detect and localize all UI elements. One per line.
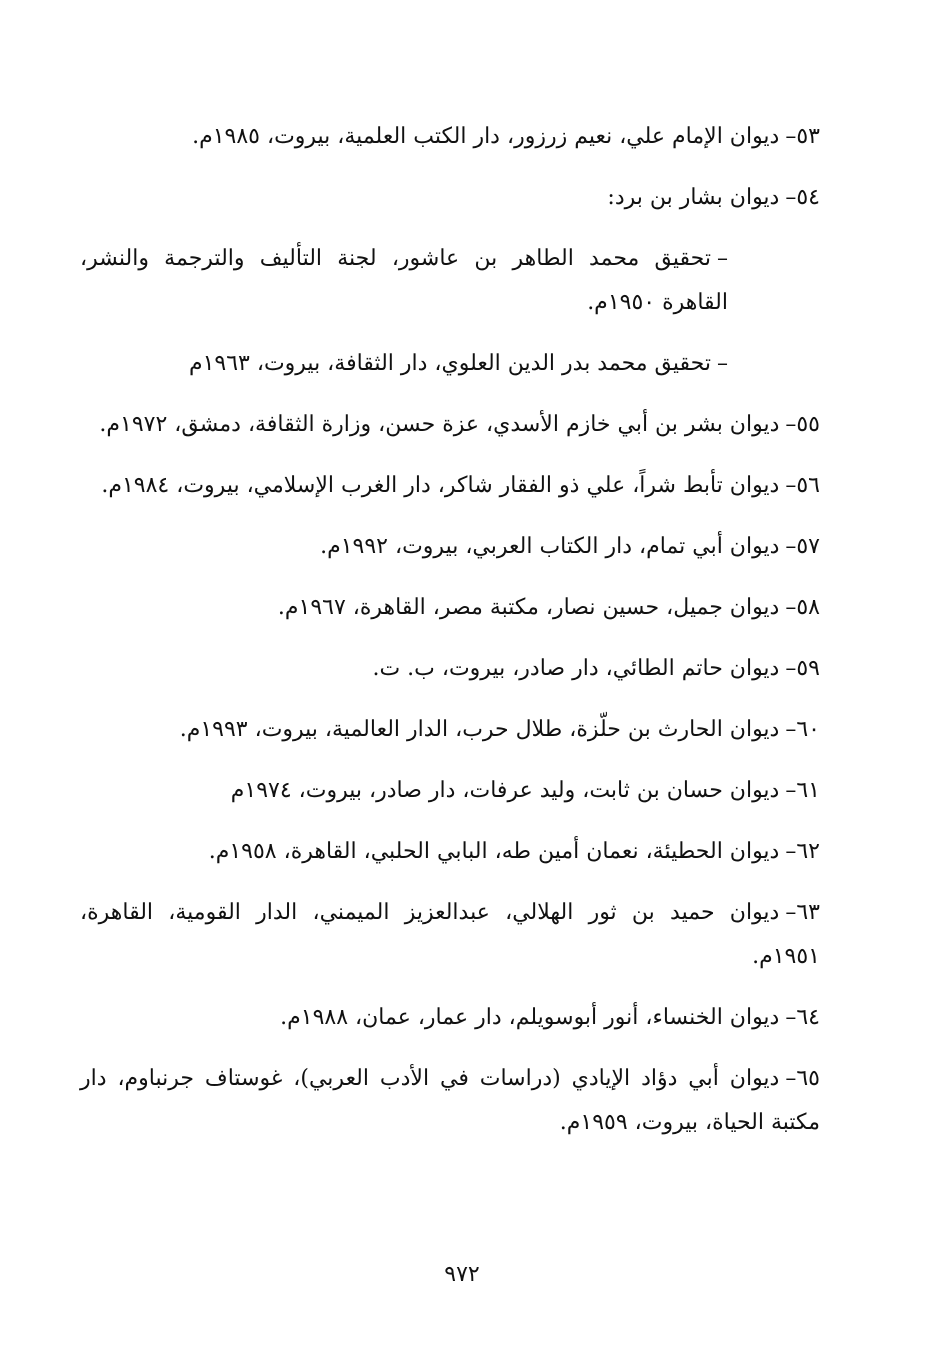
entry-number: ٥٨– [785, 595, 820, 620]
entry-number: ٥٧– [785, 534, 820, 559]
entry-text: ديوان الإمام علي، نعيم زرزور، دار الكتب العلمية، بيروت، ١٩٨٥م. [192, 124, 780, 149]
entry-text: ديوان حميد بن ثور الهلالي، عبدالعزيز الميمني، الدار القومية، القاهرة، ١٩٥١م. [80, 900, 820, 969]
entry-number: ٦١– [785, 778, 820, 803]
entry-number: ٥٣– [785, 124, 820, 149]
entry-text: ديوان حسان بن ثابت، وليد عرفات، دار صادر، بيروت، ١٩٧٤م [230, 778, 780, 803]
entry-number: ٥٩– [785, 656, 820, 681]
entry-text: ديوان تأبط شراً، علي ذو الفقار شاكر، دار الغرب الإسلامي، بيروت، ١٩٨٤م. [101, 473, 780, 498]
bibliography-entry-59 [80, 647, 820, 691]
bibliography-subentry [80, 237, 820, 325]
entry-text: ديوان جميل، حسين نصار، مكتبة مصر، القاهرة، ١٩٦٧م. [277, 595, 780, 620]
entry-text: ديوان بشار بن برد: [607, 185, 780, 210]
entry-number: ٦٥– [785, 1066, 820, 1091]
page-number-footer [0, 1262, 944, 1287]
entry-text: ديوان الحارث بن حلّزة، طلال حرب، الدار العالمية، بيروت، ١٩٩٣م. [179, 717, 780, 742]
bibliography-subentry [80, 342, 820, 386]
bibliography-entry-57 [80, 525, 820, 569]
bibliography-entry-53 [80, 115, 820, 159]
bibliography-list [80, 115, 820, 1162]
subentry-dash: – [717, 351, 728, 376]
page-number: ٩٧٢ [444, 1262, 480, 1287]
entry-text: ديوان بشر بن أبي خازم الأسدي، عزة حسن، وزارة الثقافة، دمشق، ١٩٧٢م. [99, 412, 780, 437]
bibliography-entry-63 [80, 891, 820, 979]
entry-number: ٦٣– [785, 900, 820, 925]
entry-number: ٥٤– [785, 185, 820, 210]
entry-number: ٦٢– [785, 839, 820, 864]
entry-number: ٦٠– [785, 717, 820, 742]
entry-text: تحقيق محمد بدر الدين العلوي، دار الثقافة، بيروت، ١٩٦٣م [188, 351, 711, 376]
bibliography-entry-60 [80, 708, 820, 752]
entry-text: ديوان الخنساء، أنور أبوسويلم، دار عمار، عمان، ١٩٨٨م. [280, 1005, 780, 1030]
entry-number: ٦٤– [785, 1005, 820, 1030]
subentry-dash: – [717, 246, 728, 271]
bibliography-entry-56 [80, 464, 820, 508]
bibliography-entry-58 [80, 586, 820, 630]
bibliography-entry-65 [80, 1057, 820, 1145]
bibliography-entry-62 [80, 830, 820, 874]
entry-text: ديوان أبي دؤاد الإيادي (دراسات في الأدب العربي)، غوستاف جرنباوم، دار مكتبة الحياة، بيروت، ١٩٥٩م. [80, 1066, 820, 1135]
bibliography-entry-64 [80, 996, 820, 1040]
bibliography-entry-54 [80, 176, 820, 220]
entry-number: ٥٥– [785, 412, 820, 437]
entry-text: ديوان حاتم الطائي، دار صادر، بيروت، ب. ت. [372, 656, 780, 681]
entry-text: تحقيق محمد الطاهر بن عاشور، لجنة التأليف والترجمة والنشر، القاهرة ١٩٥٠م. [80, 246, 728, 315]
bibliography-entry-55 [80, 403, 820, 447]
entry-text: ديوان الحطيئة، نعمان أمين طه، البابي الحلبي، القاهرة، ١٩٥٨م. [208, 839, 780, 864]
entry-text: ديوان أبي تمام، دار الكتاب العربي، بيروت، ١٩٩٢م. [320, 534, 780, 559]
entry-number: ٥٦– [785, 473, 820, 498]
bibliography-entry-61 [80, 769, 820, 813]
